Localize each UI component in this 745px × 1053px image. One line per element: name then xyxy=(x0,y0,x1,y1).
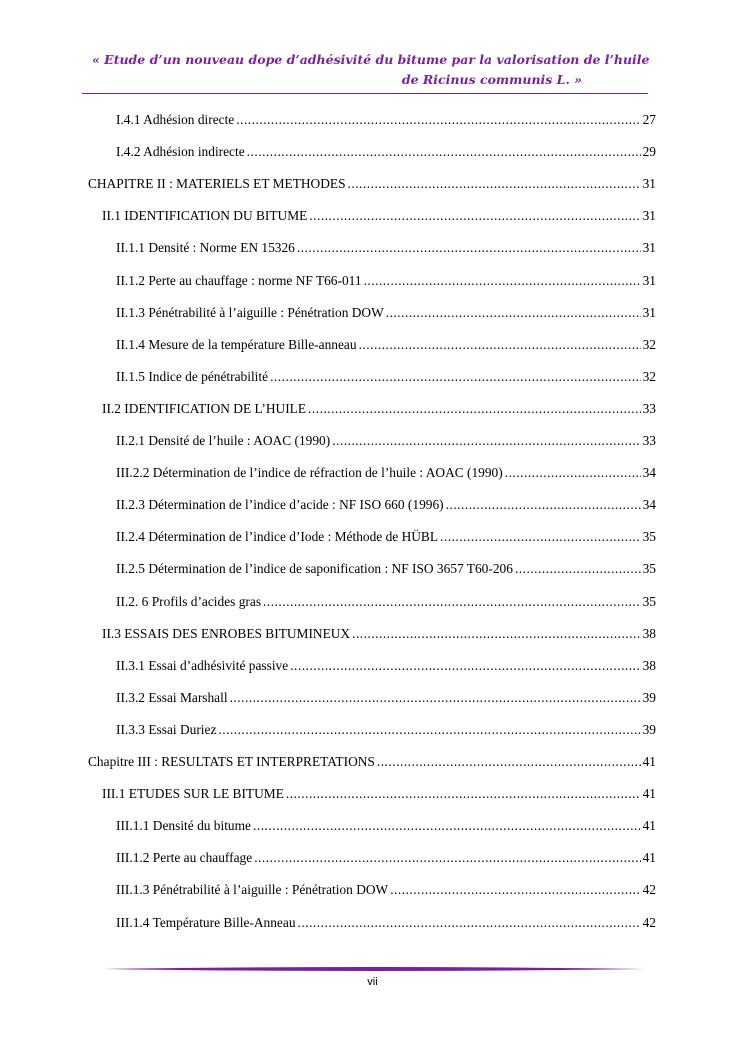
toc-entry[interactable] xyxy=(116,561,656,577)
toc-leader-dots xyxy=(308,401,641,417)
toc-entry-title: II.3 ESSAIS DES ENROBES BITUMINEUX xyxy=(102,625,351,641)
toc-entry-page: 29 xyxy=(642,144,656,160)
toc-entry-title: II.1.3 Pénétrabilité à l’aiguille : Pénétration DOW xyxy=(116,304,384,320)
toc-entry[interactable] xyxy=(102,208,656,224)
toc-entry[interactable] xyxy=(116,690,656,706)
toc-entry-page: 31 xyxy=(642,176,656,192)
toc-entry[interactable] xyxy=(102,401,656,417)
toc-entry-page: 41 xyxy=(642,786,656,802)
toc-entry-page: 33 xyxy=(642,400,656,416)
toc-entry-title: II.3.3 Essai Duriez xyxy=(116,721,217,737)
toc-entry[interactable] xyxy=(102,626,656,642)
toc-leader-dots xyxy=(352,626,641,642)
toc-leader-dots xyxy=(253,818,641,834)
toc-entry-title: II.2.4 Détermination de l’indice d’Iode : Méthode de HÜBL xyxy=(116,529,439,545)
toc-leader-dots xyxy=(218,722,640,738)
toc-entry-title: III.1.2 Perte au chauffage xyxy=(116,850,253,866)
toc-leader-dots xyxy=(297,240,641,256)
toc-entry-title: III.2.2 Détermination de l’indice de réfraction de l’huile : AOAC (1990) xyxy=(116,465,503,481)
toc-leader-dots xyxy=(309,208,640,224)
toc-entry-page: 41 xyxy=(642,818,656,834)
toc-entry-page: 31 xyxy=(642,240,656,256)
toc-entry-page: 31 xyxy=(642,272,656,288)
toc-entry[interactable] xyxy=(88,176,656,192)
toc-entry[interactable] xyxy=(88,754,656,770)
toc-entry-page: 34 xyxy=(642,497,656,513)
header-line-2: de Ricinus communis L. » xyxy=(401,72,582,87)
toc-entry-title: II.3.2 Essai Marshall xyxy=(116,689,228,705)
toc-entry-title: II.1.4 Mesure de la température Bille-anneau xyxy=(116,336,357,352)
page-number: vii xyxy=(367,976,378,988)
toc-entry-title: III.1.4 Température Bille-Anneau xyxy=(116,914,296,930)
toc-entry[interactable] xyxy=(116,818,656,834)
toc-entry-page: 32 xyxy=(642,336,656,352)
toc-entry-title: II.2.3 Détermination de l’indice d’acide : NF ISO 660 (1996) xyxy=(116,497,444,513)
toc-entry-page: 32 xyxy=(642,368,656,384)
toc-entry[interactable] xyxy=(116,112,656,128)
toc-entry-title: III.1.1 Densité du bitume xyxy=(116,818,251,834)
toc-entry[interactable] xyxy=(102,786,656,802)
toc-entry[interactable] xyxy=(116,369,656,385)
toc-entry-title: II.1.2 Perte au chauffage : norme NF T66-011 xyxy=(116,272,362,288)
toc-entry-title: II.2.1 Densité de l’huile : AOAC (1990) xyxy=(116,433,331,448)
running-header xyxy=(92,50,650,90)
footer-rule xyxy=(104,966,644,972)
toc-entry[interactable] xyxy=(116,465,656,481)
toc-leader-dots xyxy=(263,594,641,610)
toc-entry[interactable] xyxy=(116,882,656,898)
toc-entry-page: 27 xyxy=(642,112,656,127)
toc-entry[interactable] xyxy=(116,497,656,513)
toc-entry-title: Chapitre III : RESULTATS ET INTERPRETATIONS xyxy=(88,754,375,769)
toc-entry[interactable] xyxy=(116,594,656,610)
toc-entry-page: 42 xyxy=(642,914,656,930)
toc-leader-dots xyxy=(377,754,641,770)
toc-leader-dots xyxy=(364,273,641,289)
toc-entry[interactable] xyxy=(116,337,656,353)
toc-entry[interactable] xyxy=(116,240,656,256)
toc-leader-dots xyxy=(290,658,640,674)
toc-leader-dots xyxy=(230,690,641,706)
toc-entry-page: 41 xyxy=(642,850,656,866)
toc-leader-dots xyxy=(254,850,640,866)
toc-entry-title: II.2.5 Détermination de l’indice de saponification : NF ISO 3657 T60-206 xyxy=(116,561,513,577)
toc-entry-page: 33 xyxy=(642,433,656,448)
toc-entry[interactable] xyxy=(116,144,656,160)
toc-entry[interactable] xyxy=(116,915,656,931)
toc-entry-title: III.1.3 Pénétrabilité à l’aiguille : Pénétration DOW xyxy=(116,882,389,898)
toc-entry-title: II.2. 6 Profils d’acides gras xyxy=(116,593,262,609)
toc-entry-title: I.4.2 Adhésion indirecte xyxy=(116,144,245,160)
toc-entry-page: 41 xyxy=(642,754,656,769)
toc-leader-dots xyxy=(440,529,641,545)
toc-leader-dots xyxy=(236,112,640,128)
toc-entry[interactable] xyxy=(116,850,656,866)
toc-leader-dots xyxy=(515,561,641,577)
toc-entry-title: CHAPITRE II : MATERIELS ET METHODES xyxy=(88,176,346,192)
toc-entry-page: 35 xyxy=(642,593,656,609)
toc-entry[interactable] xyxy=(116,273,656,289)
toc-leader-dots xyxy=(359,337,641,353)
toc-entry-page: 38 xyxy=(642,657,656,673)
toc-entry-title: II.1 IDENTIFICATION DU BITUME xyxy=(102,208,308,224)
toc-entry-title: II.2 IDENTIFICATION DE L’HUILE xyxy=(102,400,307,416)
toc-entry-page: 31 xyxy=(642,304,656,320)
toc-leader-dots xyxy=(390,882,640,898)
toc-entry-title: II.1.1 Densité : Norme EN 15326 xyxy=(116,240,295,256)
toc-entry-page: 39 xyxy=(642,721,656,737)
toc-entry[interactable] xyxy=(116,433,656,449)
toc-entry[interactable] xyxy=(116,722,656,738)
toc-entry-page: 35 xyxy=(642,561,656,577)
toc-leader-dots xyxy=(446,497,641,513)
toc-entry-page: 35 xyxy=(642,529,656,545)
toc-leader-dots xyxy=(386,305,641,321)
toc-leader-dots xyxy=(270,369,641,385)
toc-leader-dots xyxy=(505,465,641,481)
toc-entry-page: 34 xyxy=(642,465,656,481)
toc-leader-dots xyxy=(348,176,641,192)
toc-entry-title: II.3.1 Essai d’adhésivité passive xyxy=(116,657,289,673)
toc-leader-dots xyxy=(286,786,641,802)
toc-entry-page: 31 xyxy=(642,208,656,224)
toc-leader-dots xyxy=(332,433,640,449)
toc-entry[interactable] xyxy=(116,305,656,321)
toc-entry-title: II.1.5 Indice de pénétrabilité xyxy=(116,368,269,384)
toc-entry[interactable] xyxy=(116,658,656,674)
toc-leader-dots xyxy=(247,144,641,160)
header-line-1: « Etude d’un nouveau dope d’adhésivité du bitume par la valorisation de l’huile xyxy=(92,52,650,67)
toc-entry-page: 42 xyxy=(642,882,656,898)
toc-entry-page: 39 xyxy=(642,689,656,705)
toc-entry-title: I.4.1 Adhésion directe xyxy=(116,112,235,127)
header-rule xyxy=(82,93,648,94)
toc-entry[interactable] xyxy=(116,529,656,545)
toc-entry-title: III.1 ETUDES SUR LE BITUME xyxy=(102,786,284,802)
toc-entry-page: 38 xyxy=(642,625,656,641)
toc-leader-dots xyxy=(298,915,641,931)
